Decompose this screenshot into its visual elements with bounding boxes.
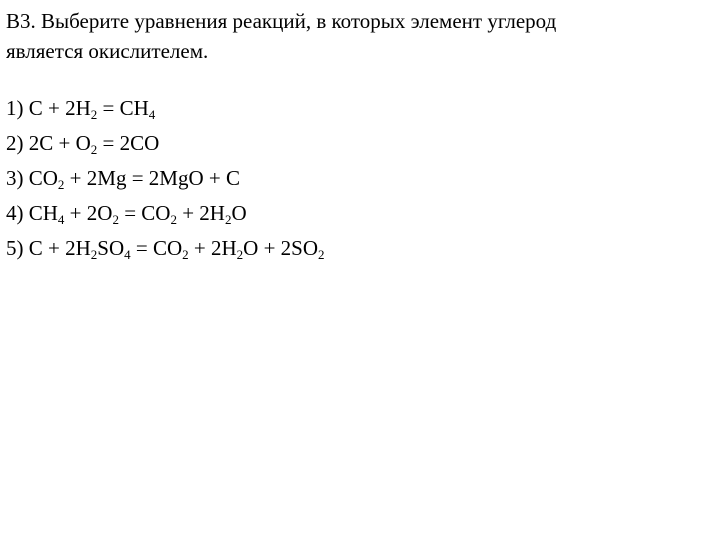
equation-text: + 2O <box>64 201 113 225</box>
subscript: 4 <box>148 107 156 122</box>
answer-option-3 <box>6 161 325 196</box>
answer-option-1 <box>6 91 325 126</box>
equation-text: = 2CO <box>97 131 160 155</box>
answer-option-4 <box>6 196 325 231</box>
question-line-2: является окислителем. <box>6 39 209 63</box>
subscript: 2 <box>112 212 119 227</box>
subscript: 2 <box>90 247 98 262</box>
subscript: 4 <box>57 212 65 227</box>
subscript: 2 <box>90 107 98 122</box>
equation-text: O + 2SO <box>243 236 319 260</box>
equation-text: = CH <box>97 96 149 120</box>
equation-text: + 2H <box>176 201 225 225</box>
question-text <box>6 6 706 66</box>
equation-text: 5) C + 2H <box>6 236 91 260</box>
equation-text: 3) CO <box>6 166 58 190</box>
subscript: 2 <box>182 247 189 262</box>
equation-text: 1) C + 2H <box>6 96 91 120</box>
subscript: 2 <box>318 247 325 262</box>
equation-text: + 2Mg = 2MgO + C <box>64 166 240 190</box>
equation-text: + 2H <box>188 236 237 260</box>
subscript: 2 <box>224 212 232 227</box>
equation-text: 4) CH <box>6 201 58 225</box>
question-line-1: В3. Выберите уравнения реакций, в которых элемент углерод <box>6 9 557 33</box>
equation-text: = CO <box>130 236 183 260</box>
answer-option-2 <box>6 126 325 161</box>
answer-options-list <box>6 91 325 266</box>
equation-text: 2) 2C + O <box>6 131 91 155</box>
subscript: 2 <box>236 247 244 262</box>
subscript: 4 <box>124 247 131 262</box>
subscript: 2 <box>90 142 98 157</box>
subscript: 2 <box>57 177 65 192</box>
subscript: 2 <box>170 212 177 227</box>
equation-text: = CO <box>118 201 171 225</box>
answer-option-5 <box>6 231 325 266</box>
equation-text: SO <box>97 236 125 260</box>
equation-text: O <box>231 201 247 225</box>
